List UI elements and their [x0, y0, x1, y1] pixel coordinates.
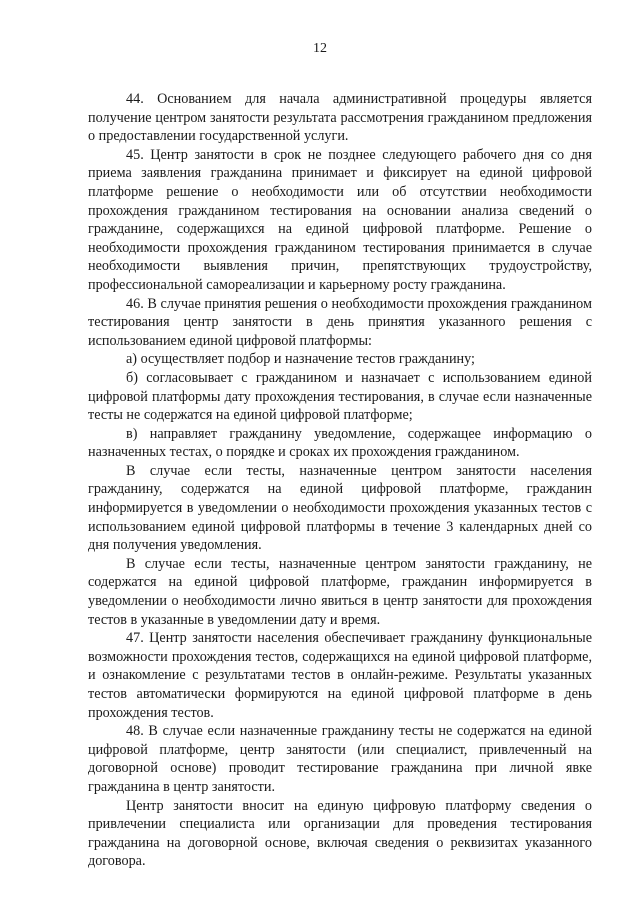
paragraph-46: 46. В случае принятия решения о необходимости прохождения гражданином тестирования центр занятости в день принятия указанного решения с использованием единой цифровой платформы: [88, 295, 592, 349]
paragraph-44: 44. Основанием для начала административной процедуры является получение центром занятости результата рассмотрения гражданином предложения о предоставлении государственной услуги. [88, 91, 592, 145]
paragraph-specialist-info: Центр занятости вносит на единую цифровую платформу сведения о привлечении специалиста или организации для проведения тестирования гражданина на договорной основе, включая сведения о реквизитах указанного договора. [88, 797, 592, 870]
page-number: 12 [313, 41, 327, 56]
paragraph-46-item-c: в) направляет гражданину уведомление, содержащее информацию о назначенных тестах, о порядке и сроках их прохождения гражданином. [88, 425, 592, 461]
paragraph-tests-not-on-platform: В случае если тесты, назначенные центром занятости гражданину, не содержатся на единой цифровой платформе, гражданин информируется в уведомлении о необходимости лично явиться в центр занятости для прохождения тестов в указанные в уведомлении дату и время. [88, 555, 592, 628]
paragraph-tests-on-platform: В случае если тесты, назначенные центром занятости населения гражданину, содержатся на единой цифровой платформе, гражданин информируется в уведомлении о необходимости прохождения указанных тестов с использованием единой цифровой платформы в течение 3 календарных дней со дня получения уведомления. [88, 462, 592, 554]
document-body [88, 90, 592, 871]
paragraph-45: 45. Центр занятости в срок не позднее следующего рабочего дня со дня приема заявления гражданина принимает и фиксирует на единой цифровой платформе решение о необходимости или об отсутствии необходимости прохождения гражданином тестирования на основании анализа сведений о гражданине, содержащихся на единой цифровой платформе. Решение о необходимости прохождения гражданином тестирования принимается в случае необходимости выявления причин, препятствующих трудоустройству, профессиональной самореализации и карьерному росту гражданина. [88, 146, 592, 293]
paragraph-46-item-b: б) согласовывает с гражданином и назначает с использованием единой цифровой платформы дату прохождения тестирования, в случае если назначенные тесты не содержатся на единой цифровой платформе; [88, 369, 592, 424]
paragraph-47: 47. Центр занятости населения обеспечивает гражданину функциональные возможности прохождения тестов, содержащихся на единой цифровой платформе, и ознакомление с результатами тестов в онлайн-режиме. Результаты указанных тестов автоматически формируются на единой цифровой платформе в день прохождения тестов. [88, 630, 592, 721]
paragraph-48: 48. В случае если назначенные гражданину тесты не содержатся на единой цифровой платформе, центр занятости (или специалист, привлеченный на договорной основе) проводит тестирование гражданина при личной явке гражданина в центр занятости. [88, 723, 592, 795]
paragraph-46-item-a: а) осуществляет подбор и назначение тестов гражданину; [126, 351, 475, 368]
